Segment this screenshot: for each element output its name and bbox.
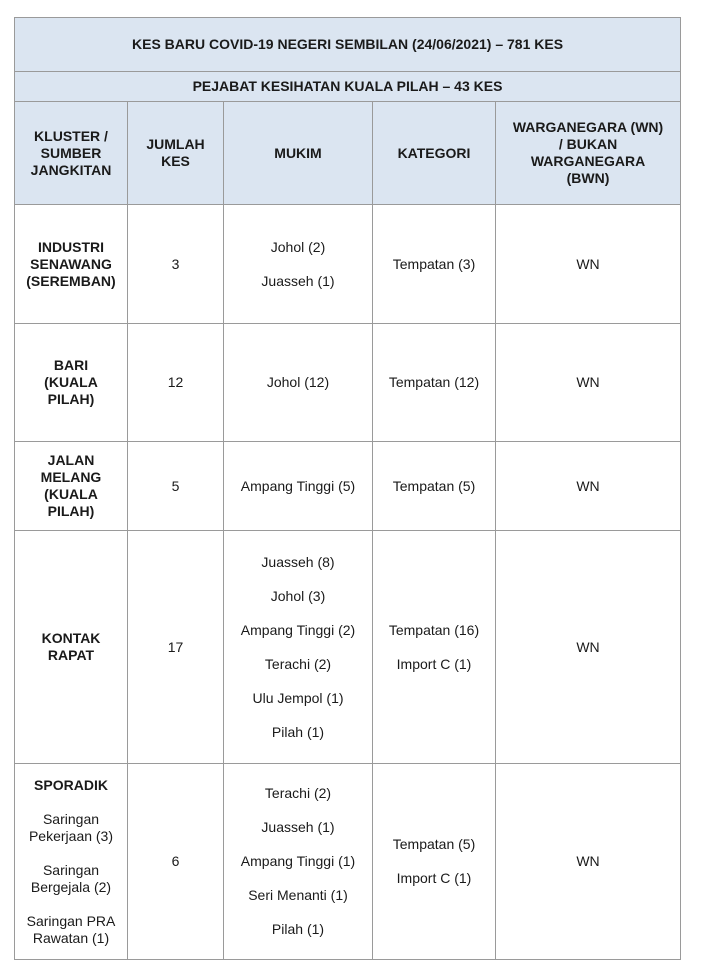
cluster-sub-item: Saringan PRA Rawatan (1) [26, 912, 116, 946]
citizen-cell: WN [496, 764, 681, 960]
category-item: Tempatan (3) [392, 255, 476, 272]
category-cell [373, 324, 496, 442]
mukim-item: Pilah (1) [271, 921, 325, 937]
table-row [15, 205, 681, 324]
cluster-sub-item: Saringan Pekerjaan (3) [28, 810, 114, 844]
table-row [15, 531, 681, 764]
subtitle-row [15, 72, 681, 102]
mukim-item: Juasseh (1) [261, 819, 335, 835]
table-row [15, 442, 681, 531]
citizen-cell: WN [496, 324, 681, 442]
table-row [15, 764, 681, 960]
count-cell: 5 [128, 442, 224, 531]
mukim-cell [224, 205, 373, 324]
citizen-cell: WN [496, 442, 681, 531]
mukim-item: Pilah (1) [271, 723, 325, 740]
category-item: Tempatan (5) [392, 836, 476, 852]
citizen-cell: WN [496, 531, 681, 764]
category-item: Tempatan (5) [392, 477, 476, 494]
mukim-item: Ampang Tinggi (2) [240, 621, 356, 638]
mukim-item: Juasseh (8) [261, 553, 335, 570]
category-cell [373, 205, 496, 324]
cluster-cell [15, 764, 128, 960]
mukim-item: Terachi (2) [264, 785, 332, 801]
count-cell: 6 [128, 764, 224, 960]
citizen-cell: WN [496, 205, 681, 324]
mukim-item: Johol (3) [270, 587, 326, 604]
header-cluster: KLUSTER / SUMBER JANGKITAN [15, 102, 128, 205]
mukim-item: Ulu Jempol (1) [252, 689, 344, 706]
category-cell [373, 764, 496, 960]
header-category: KATEGORI [373, 102, 496, 205]
mukim-cell [224, 531, 373, 764]
cluster-cell: KONTAK RAPAT [15, 531, 128, 764]
table-title: KES BARU COVID-19 NEGERI SEMBILAN (24/06/2021) – 781 KES [15, 18, 681, 72]
cluster-sub-item: Saringan Bergejala (2) [30, 861, 112, 895]
mukim-item: Ampang Tinggi (5) [240, 477, 356, 494]
category-item: Tempatan (16) [388, 621, 480, 638]
mukim-item: Terachi (2) [264, 655, 332, 672]
table-row [15, 324, 681, 442]
title-row [15, 18, 681, 72]
cluster-cell: JALAN MELANG (KUALA PILAH) [15, 442, 128, 531]
table-subtitle: PEJABAT KESIHATAN KUALA PILAH – 43 KES [15, 72, 681, 102]
mukim-cell [224, 442, 373, 531]
mukim-cell [224, 324, 373, 442]
category-cell [373, 442, 496, 531]
cluster-title: SPORADIK [34, 776, 108, 793]
count-cell: 12 [128, 324, 224, 442]
covid-cases-table [14, 17, 681, 960]
mukim-item: Johol (2) [270, 238, 326, 255]
mukim-item: Juasseh (1) [261, 272, 335, 289]
count-cell: 17 [128, 531, 224, 764]
mukim-item: Ampang Tinggi (1) [240, 853, 356, 869]
mukim-cell [224, 764, 373, 960]
header-row [15, 102, 681, 205]
header-mukim: MUKIM [224, 102, 373, 205]
header-count: JUMLAH KES [128, 102, 224, 205]
mukim-item: Seri Menanti (1) [248, 887, 348, 903]
header-citizen: WARGANEGARA (WN) / BUKAN WARGANEGARA (BWN) [496, 102, 681, 205]
category-item: Import C (1) [396, 655, 472, 672]
category-item: Tempatan (12) [388, 374, 480, 390]
count-cell: 3 [128, 205, 224, 324]
category-cell [373, 531, 496, 764]
mukim-item: Johol (12) [266, 374, 330, 390]
cluster-cell: BARI (KUALA PILAH) [15, 324, 128, 442]
category-item: Import C (1) [396, 870, 472, 886]
cluster-cell: INDUSTRI SENAWANG (SEREMBAN) [15, 205, 128, 324]
